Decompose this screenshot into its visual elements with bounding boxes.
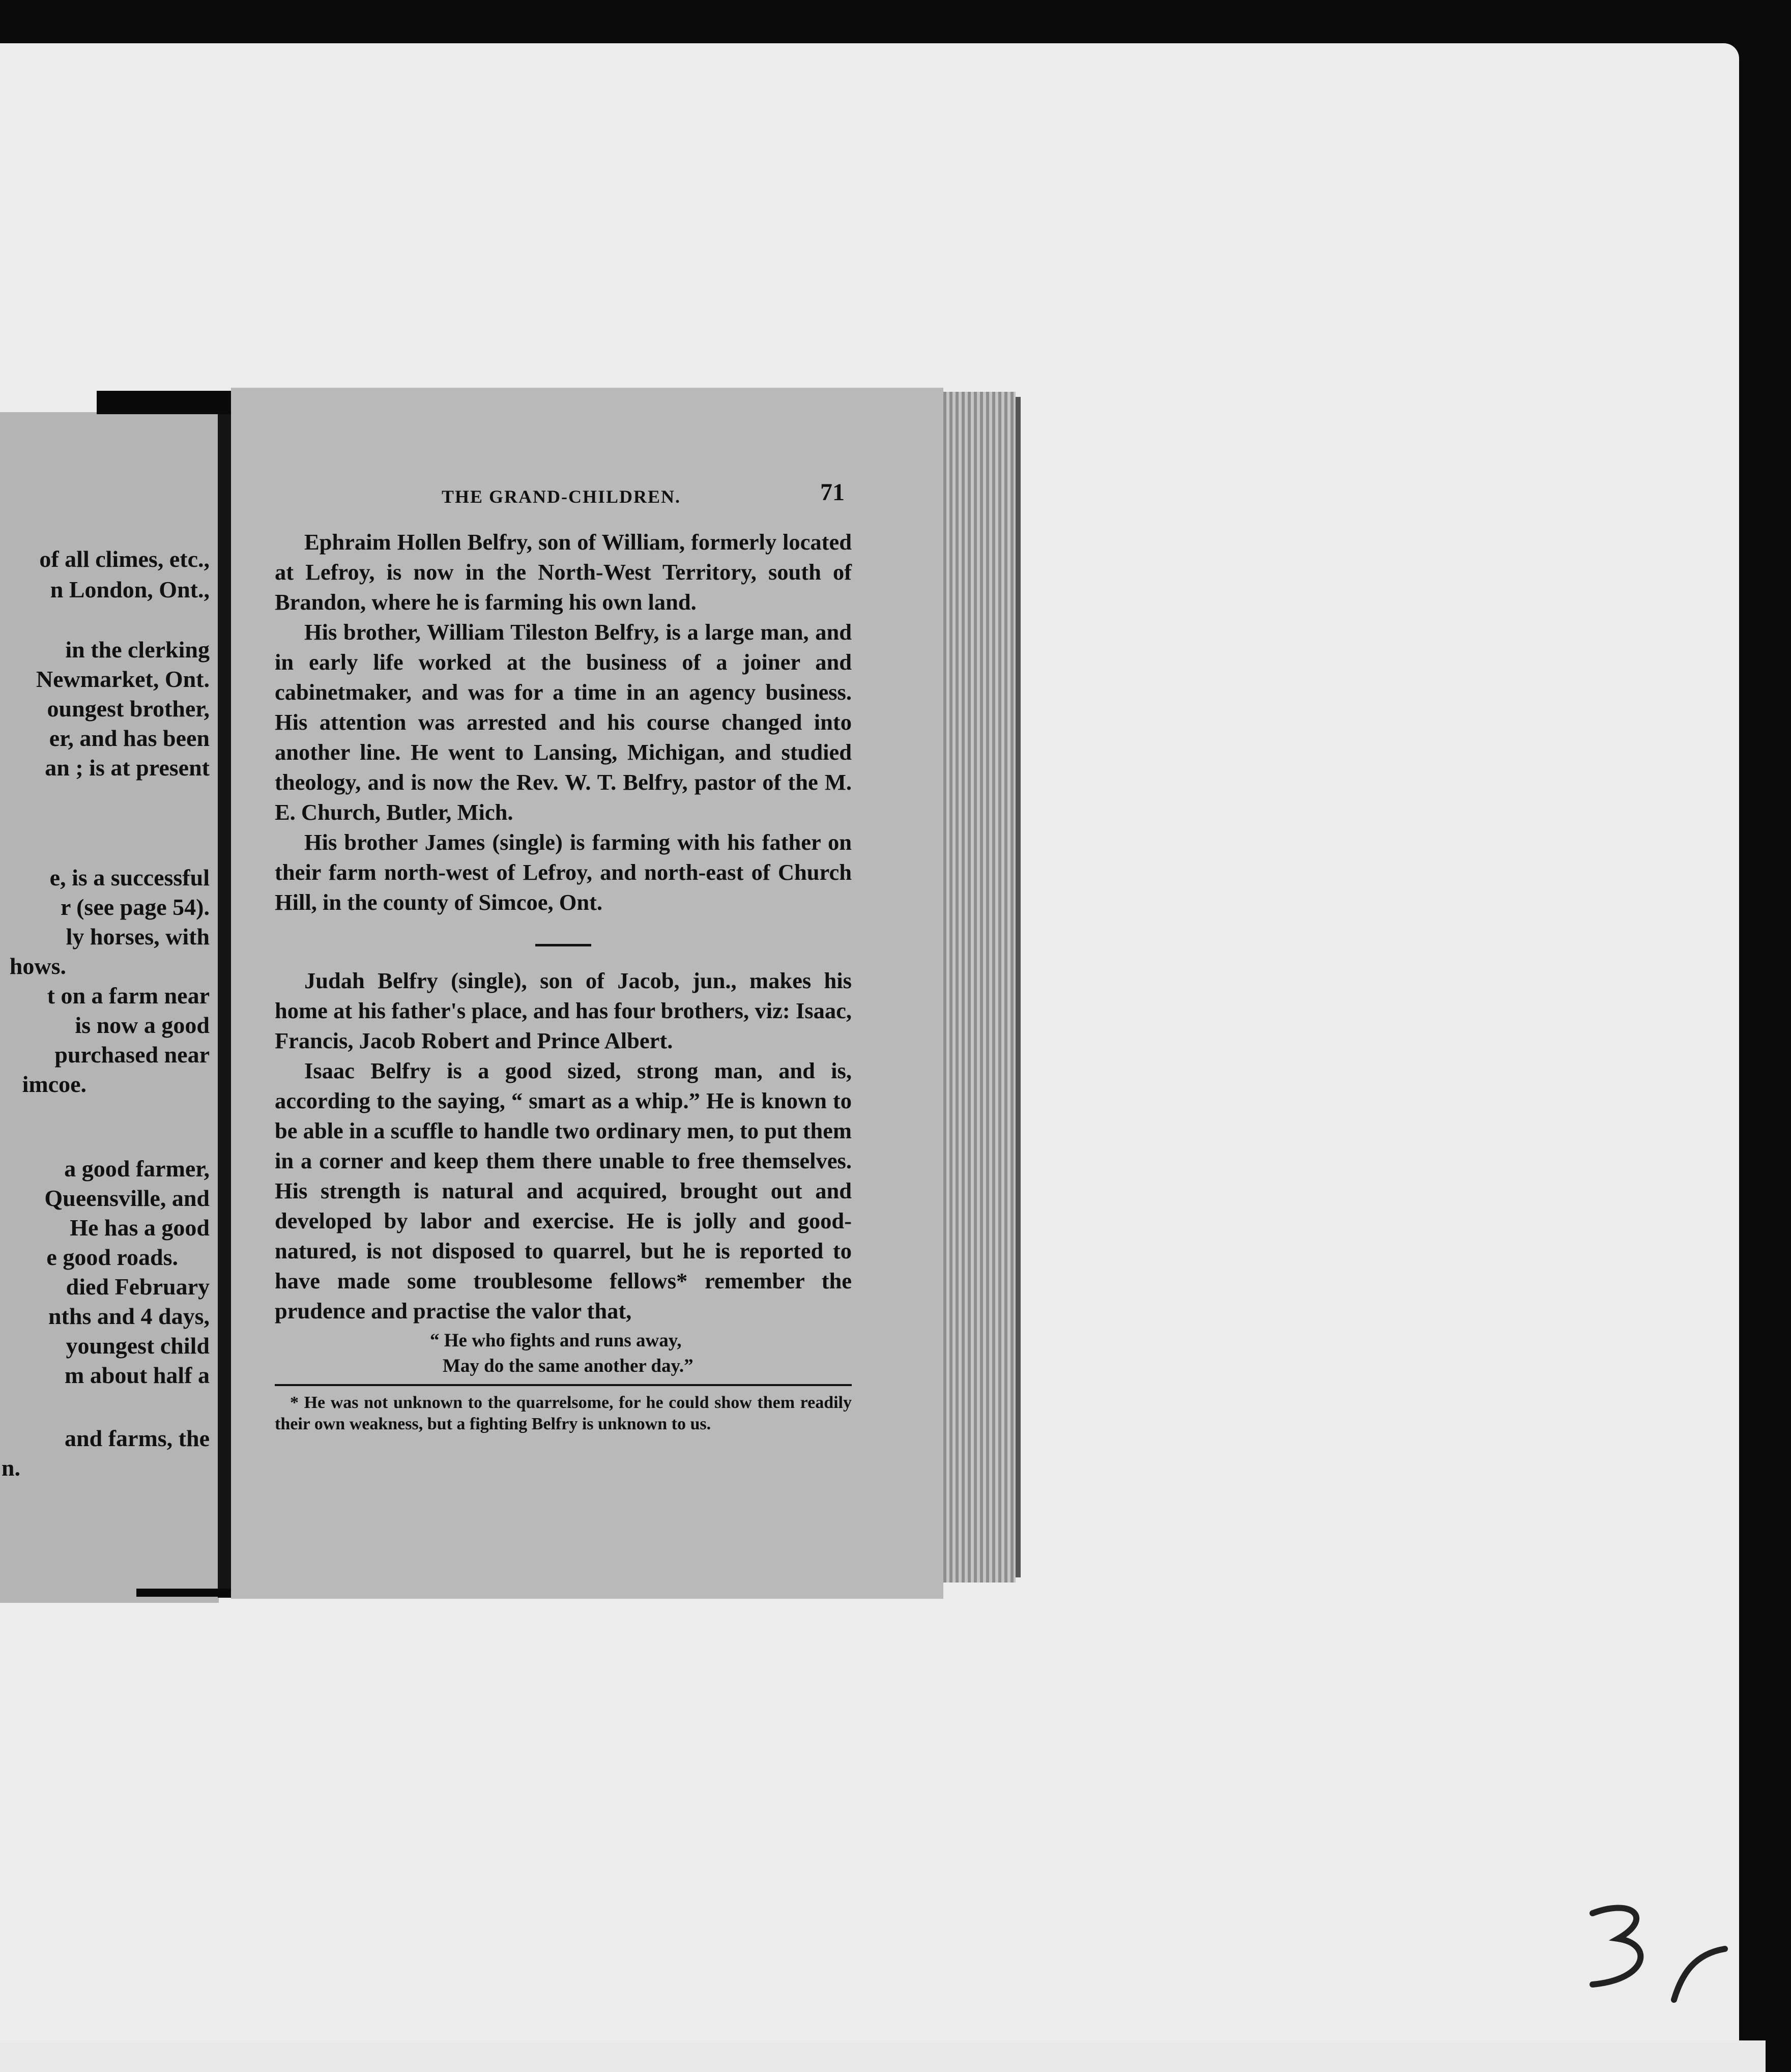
- left-line: He has a good: [70, 1215, 210, 1241]
- footnote-rule: [275, 1384, 852, 1386]
- left-line: oungest brother,: [47, 696, 210, 722]
- paragraph: Isaac Belfry is a good sized, strong man, and is, according to the saying, “ smart as a whip.” He is known to be able in a scuffle to handle two ordinary men, to put them in a corner and keep them there unable to free themselves. His strength is natural and acquired, brought out and developed by labor and exercise. He is jolly and good-natured, is not disposed to quarrel, but he is reported to have made some troublesome fellows* remember the prudence and practise the valor that,: [275, 1058, 852, 1323]
- left-line: hows.: [9, 953, 66, 979]
- left-line: and farms, the: [65, 1425, 210, 1451]
- left-line: er, and has been: [49, 725, 210, 751]
- left-line: imcoe.: [22, 1071, 86, 1097]
- paragraph: Judah Belfry (single), son of Jacob, jun., makes his home at his father's place, and has four brothers, viz: Isaac, Francis, Jacob Robert and Prince Albert.: [275, 968, 852, 1053]
- left-line: died February: [66, 1274, 210, 1300]
- left-line: purchased near: [54, 1042, 210, 1068]
- left-line: t on a farm near: [47, 983, 210, 1009]
- section-divider: [535, 944, 591, 946]
- left-line: n London, Ont.,: [50, 577, 210, 602]
- handwritten-frame-mark: [1572, 1898, 1745, 2015]
- left-line: an ; is at present: [45, 755, 210, 781]
- left-line: a good farmer,: [64, 1156, 210, 1182]
- left-line: in the clerking: [65, 637, 210, 663]
- page-number: 71: [820, 479, 845, 506]
- page-shadow: [1016, 397, 1021, 1577]
- left-line: nths and 4 days,: [48, 1303, 210, 1329]
- left-line: e, is a successful: [49, 865, 210, 890]
- book-gutter: [218, 407, 231, 1598]
- left-line: ly horses, with: [66, 924, 210, 949]
- left-line: youngest child: [66, 1333, 210, 1359]
- paragraph: His brother James (single) is farming with his father on their farm north-west of Lefroy, and north-east of Church Hill, in the county of Simcoe, Ont.: [275, 829, 852, 915]
- verse-quote: [275, 1328, 852, 1379]
- left-line: e good roads.: [46, 1244, 178, 1270]
- page-edges: [943, 392, 1016, 1582]
- page-body: [275, 527, 852, 1435]
- running-head: THE GRAND-CHILDREN.: [442, 486, 681, 507]
- left-line: Queensville, and: [44, 1185, 210, 1211]
- footnote: * He was not unknown to the quarrelsome, for he could show them readily their own weakness, but a fighting Belfry is unknown to us.: [275, 1393, 852, 1433]
- left-line: n.: [1, 1455, 20, 1481]
- left-line: m about half a: [65, 1362, 210, 1388]
- paragraph: Ephraim Hollen Belfry, son of William, formerly located at Lefroy, is now in the North-West Territory, south of Brandon, where he is farming his own land.: [275, 529, 852, 615]
- verse-line: “ He who fights and runs away,: [430, 1330, 682, 1351]
- left-page-fragment: [0, 412, 219, 1603]
- left-line: Newmarket, Ont.: [36, 666, 210, 692]
- next-frame-edge: [0, 2040, 1766, 2072]
- left-line: r (see page 54).: [61, 894, 210, 920]
- left-line: is now a good: [75, 1012, 210, 1038]
- left-line: of all climes, etc.,: [39, 546, 210, 572]
- verse-line: May do the same another day.”: [443, 1356, 694, 1376]
- paragraph: His brother, William Tileston Belfry, is a large man, and in early life worked at the business of a joiner and cabinetmaker, and was for a time in an agency business. His attention was arrested and his course changed into another line. He went to Lansing, Michigan, and studied theology, and is now the Rev. W. T. Belfry, pastor of the M. E. Church, Butler, Mich.: [275, 619, 852, 825]
